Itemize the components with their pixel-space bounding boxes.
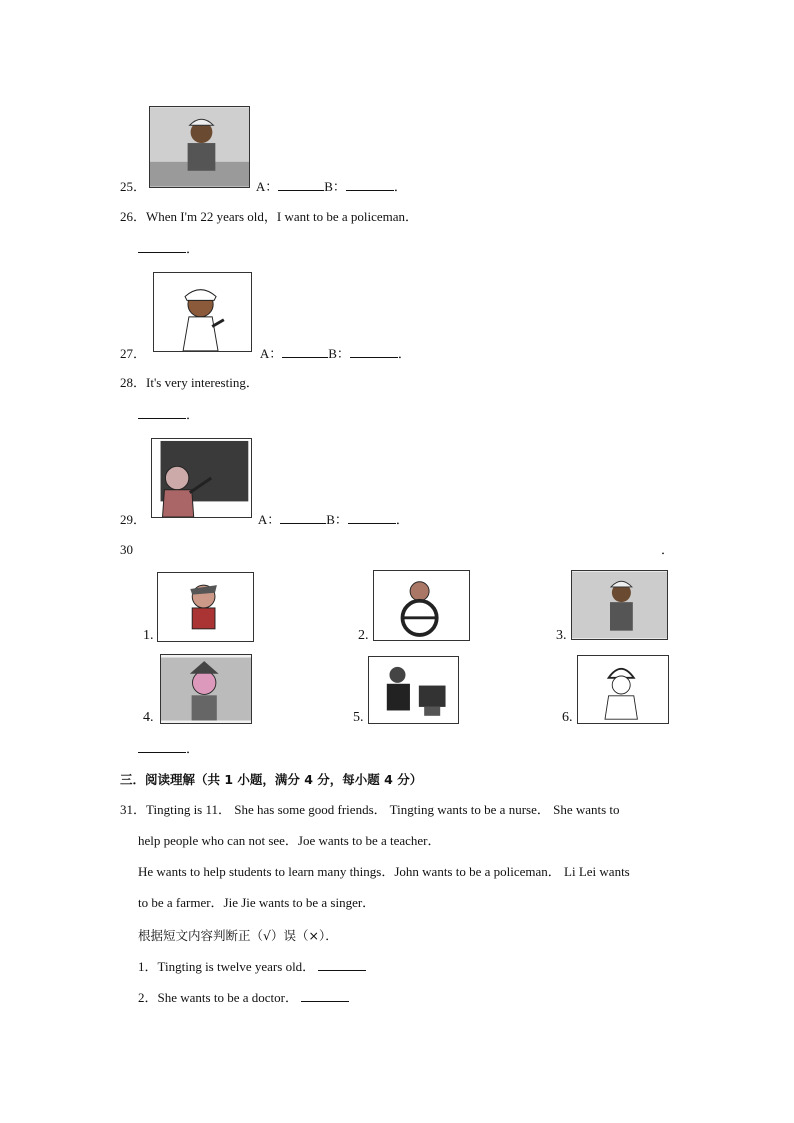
q31-line-2: help people who can not see．Joe wants to be a teacher． (138, 833, 441, 848)
teacher-picture (151, 438, 252, 518)
option-label-5: 5. (353, 710, 364, 725)
option-label-2: 2. (358, 628, 369, 643)
section-title: 三．阅读理解（共 1 小题，满分 4 分，每小题 4 分） (120, 772, 423, 787)
q25-number: 25． (120, 179, 147, 194)
q27-a-blank[interactable] (282, 345, 328, 358)
q31-line-3: He wants to help students to learn many things．John wants to be a policeman． Li Lei wants (138, 864, 630, 879)
q30-answer-blank[interactable] (138, 740, 186, 753)
option-label-3: 3. (556, 628, 567, 643)
q29-number: 29． (120, 512, 147, 527)
nurse-picture (153, 272, 252, 352)
q25-b-label: B： (324, 179, 346, 194)
q28-question: 28．It's very interesting． (120, 375, 259, 390)
q29-b-blank[interactable] (348, 511, 396, 524)
option-6-picture (577, 655, 669, 724)
q31-item-2-blank[interactable] (301, 989, 349, 1002)
option-label-1: 1. (143, 628, 154, 643)
q29-b-label: B： (326, 512, 348, 527)
q31-item-1-blank[interactable] (318, 958, 366, 971)
option-label-4: 4. (143, 710, 154, 725)
q25-b-blank[interactable] (346, 178, 394, 191)
q27-b-label: B： (328, 346, 350, 361)
option-5-picture (368, 656, 459, 724)
option-label-6: 6. (562, 710, 573, 725)
worker-picture (149, 106, 250, 188)
q26-question: 26．When I'm 22 years old，I want to be a policeman． (120, 209, 419, 224)
q26-answer-row: ． (138, 240, 199, 257)
option-4-picture (160, 654, 252, 724)
q28-answer-blank[interactable] (138, 406, 186, 419)
q27-b-blank[interactable] (350, 345, 398, 358)
option-1-picture (157, 572, 254, 642)
q31-item-1: 1．Tingting is twelve years old． (138, 958, 366, 975)
q29-row: 29． A： B： ． (120, 512, 409, 527)
q27-a-label: A： (259, 346, 283, 361)
option-2-picture (373, 570, 470, 641)
q25-a-blank[interactable] (278, 178, 324, 191)
q25-row: 25． A： B： ． (120, 179, 407, 194)
q29-a-label: A： (257, 512, 281, 527)
q31-line-1: 31．Tingting is 11． She has some good friends． Tingting wants to be a nurse． She wants to (120, 802, 620, 817)
q31-instruction: 根据短文内容判断正（√）误（×）． (138, 928, 338, 943)
q30-number: 30 (120, 542, 133, 557)
q30-period: ． (661, 542, 675, 557)
q27-number: 27． (120, 346, 147, 361)
q26-answer-blank[interactable] (138, 240, 186, 253)
option-3-picture (571, 570, 668, 640)
q25-a-label: A： (255, 179, 279, 194)
q28-answer-row: ． (138, 406, 199, 423)
q30-answer-row: ． (138, 740, 199, 757)
q27-row: 27． A： B： ． (120, 346, 411, 361)
q31-line-4: to be a farmer．Jie Jie wants to be a singer． (138, 895, 376, 910)
q31-item-2: 2．She wants to be a doctor． (138, 989, 349, 1006)
q29-a-blank[interactable] (280, 511, 326, 524)
